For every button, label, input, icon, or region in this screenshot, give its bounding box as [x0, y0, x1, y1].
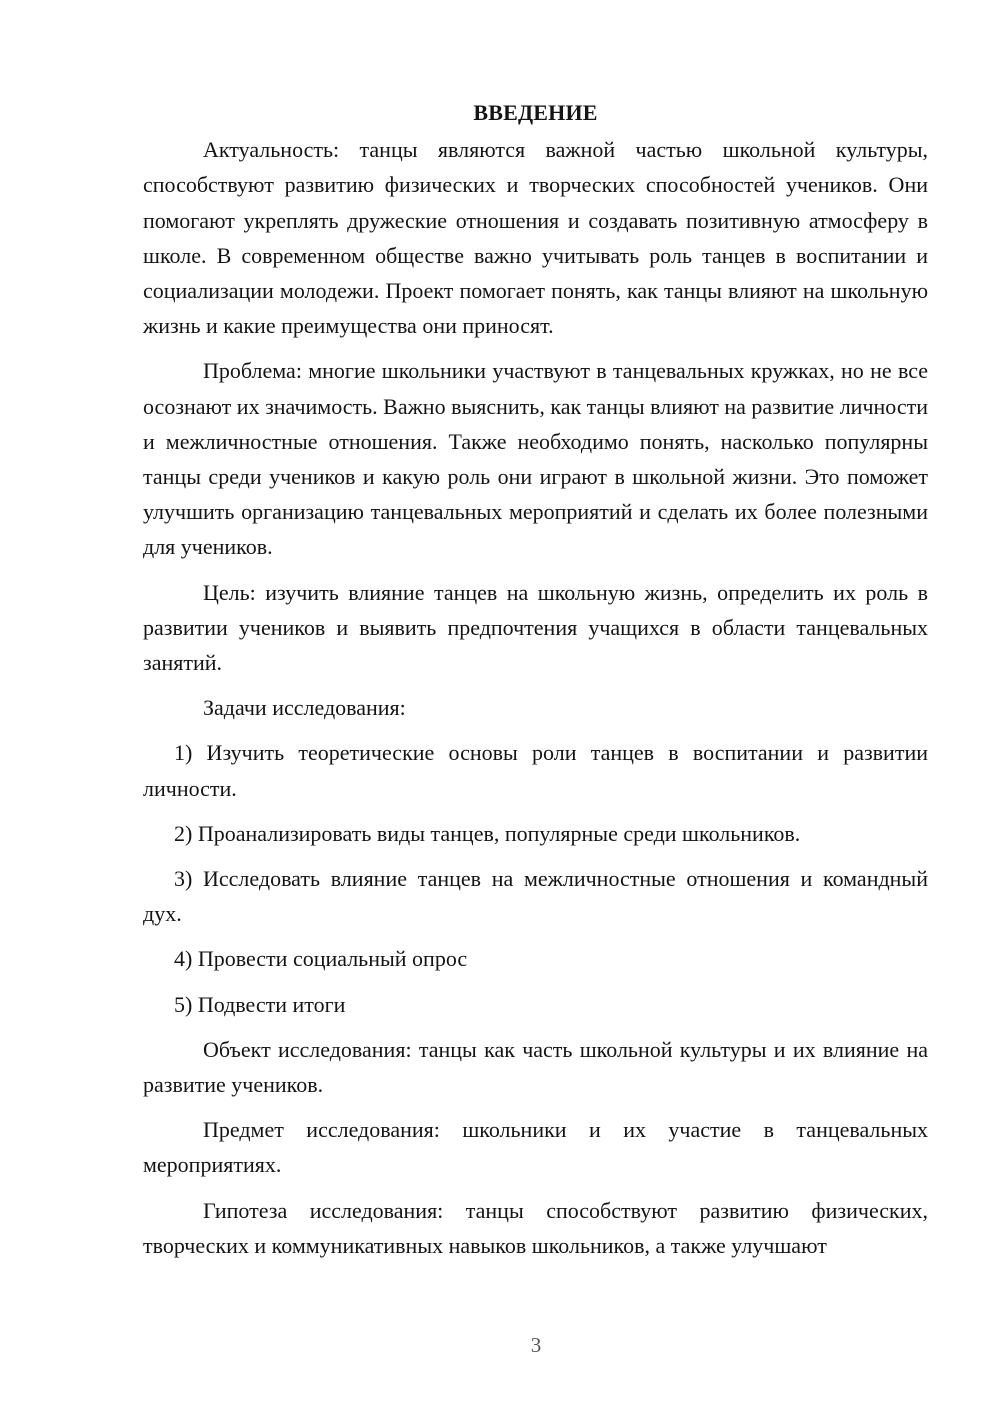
tasks-heading: Задачи исследования: [203, 695, 406, 721]
section-title: ВВЕДЕНИЕ [473, 100, 598, 125]
task-item-1: 1) Изучить теоретические основы роли танцев в воспитании и развитии личности. [143, 740, 928, 801]
subject-paragraph: Предмет исследования: школьники и их участие в танцевальных мероприятиях. [143, 1117, 928, 1178]
task-item-4: 4) Провести социальный опрос [174, 946, 468, 972]
task-item-2: 2) Проанализировать виды танцев, популярные среди школьников. [174, 820, 801, 846]
problem-paragraph: Проблема: многие школьники участвуют в танцевальных кружках, но не все осознают их значимость. Важно выяснить, как танцы влияют на развитие личности и межличностные отношения. Также необходимо понять, насколько популярны танцы среди учеников и какую роль они играют в школьной жизни. Это поможет улучшить организацию танцевальных мероприятий и сделать их более полезными для учеников. [143, 358, 928, 560]
task-item-3: 3) Исследовать влияние танцев на межличностные отношения и командный дух. [143, 866, 928, 927]
document-body [143, 95, 928, 1273]
object-paragraph: Объект исследования: танцы как часть школьной культуры и их влияние на развитие учеников. [143, 1036, 928, 1098]
goal-paragraph: Цель: изучить влияние танцев на школьную жизнь, определить их роль в развитии учеников и выявить предпочтения учащихся в области танцевальных занятий. [143, 579, 928, 676]
task-item-5: 5) Подвести итоги [174, 991, 346, 1017]
page-number: 3 [530, 1333, 542, 1357]
relevance-paragraph: Актуальность: танцы являются важной частью школьной культуры, способствуют развитию физических и творческих способностей учеников. Они помогают укреплять дружеские отношения и создавать позитивную атмосферу в школе. В современном обществе важно учитывать роль танцев в воспитании и социализации молодежи. Проект помогает понять, как танцы влияют на школьную жизнь и какие преимущества они приносят. [143, 137, 928, 339]
hypothesis-paragraph: Гипотеза исследования: танцы способствуют развитию физических, творческих и коммуникативных навыков школьников, а также улучшают [143, 1197, 928, 1258]
